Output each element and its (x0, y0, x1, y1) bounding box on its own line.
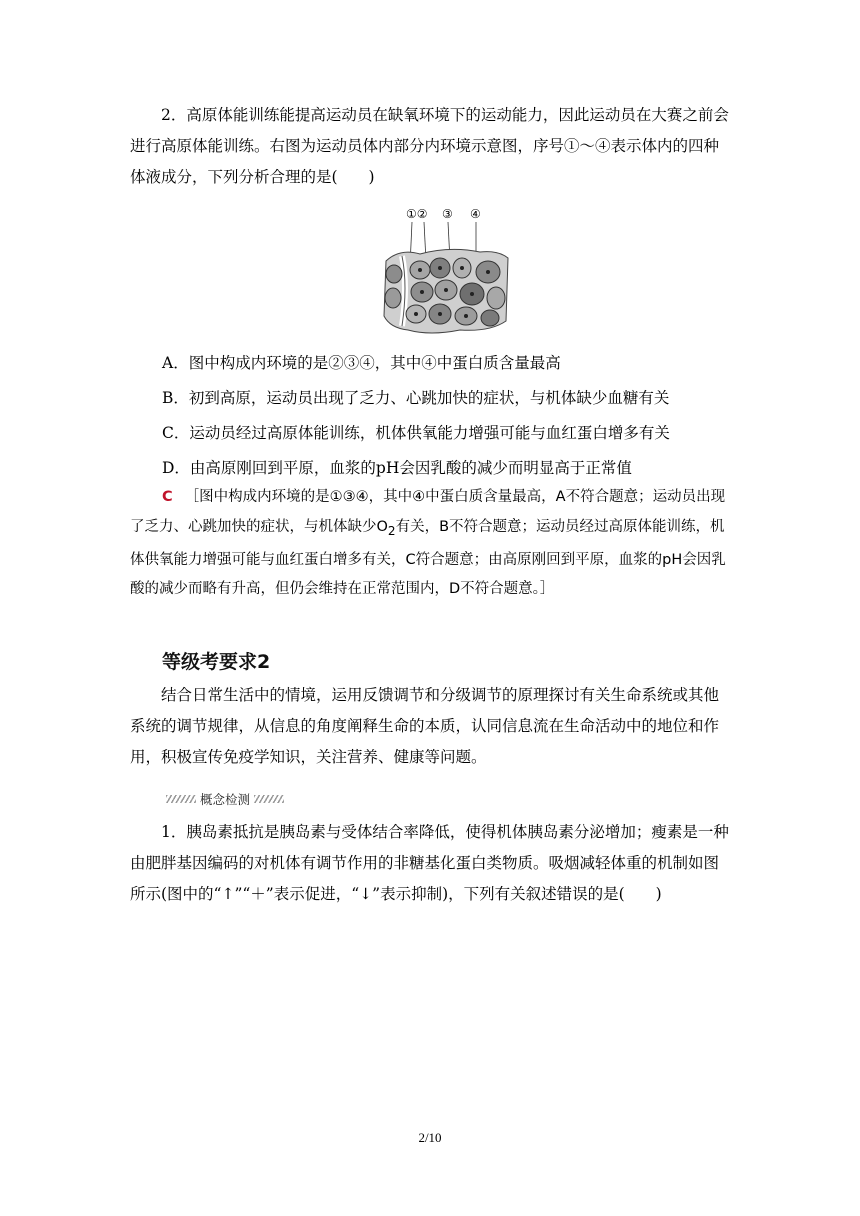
hatch-decoration-right (254, 795, 284, 803)
concept-check-tag (162, 790, 288, 808)
figure-label-3: ③ (442, 207, 453, 221)
question-2-options (162, 346, 742, 486)
question-2-stem: 2．高原体能训练能提高运动员在缺氧环境下的运动能力，因此运动员在大赛之前会进行高原体能训练。右图为运动员体内部分内环境示意图，序号①～④表示体内的四种体液成分，下列分析合理的是( ) (130, 106, 729, 186)
question-1-stem: 1．胰岛素抵抗是胰岛素与受体结合率降低，使得机体胰岛素分泌增加；瘦素是一种由肥胖基因编码的对机体有调节作用的非糖基化蛋白类物质。吸烟减轻体重的机制如图所示(图中的“↑”“＋”表示促进，“↓”表示抑制)，下列有关叙述错误的是( ) (130, 823, 729, 903)
option-a: A．图中构成内环境的是②③④，其中④中蛋白质含量最高 (162, 354, 561, 372)
answer-text-part2: 有关，B不符合题意；运动员经过高原体能训练，机体供氧能力增强可能与血红蛋白增多有关，C符合题意；由高原刚回到平原，血浆的pH会因乳酸的减少而略有升高，但仍会维持在正常范围内，D不符合题意。］ (130, 518, 726, 598)
concept-check-label: 概念检测 (200, 792, 251, 807)
option-b: B．初到高原，运动员出现了乏力、心跳加快的症状，与机体缺少血糖有关 (162, 389, 670, 407)
page-number: 2/10 (418, 1130, 442, 1145)
answer-letter: C (162, 489, 173, 505)
option-d: D．由高原刚回到平原，血浆的pH会因乳酸的减少而明显高于正常值 (162, 459, 632, 477)
figure-label-1-2: ①② (406, 207, 428, 221)
figure-label-4: ④ (470, 207, 481, 221)
section-heading: 等级考要求2 (162, 651, 271, 673)
internal-environment-diagram (380, 206, 510, 336)
answer-explanation (130, 483, 730, 605)
section-body: 结合日常生活中的情境，运用反馈调节和分级调节的原理探讨有关生命系统或其他系统的调节规律，从信息的角度阐释生命的本质，认同信息流在生命活动中的地位和作用，积极宣传免疫学知识，关注营养、健康等问题。 (130, 686, 720, 766)
hatch-decoration-left (166, 795, 196, 803)
answer-text-part1: ［图中构成内环境的是①③④，其中④中蛋白质含量最高，A不符合题意；运动员出现了乏力、心跳加快的症状，与机体缺少O (130, 489, 726, 535)
answer-subscript: 2 (387, 523, 396, 538)
option-c: C．运动员经过高原体能训练，机体供氧能力增强可能与血红蛋白增多有关 (162, 424, 670, 442)
tissue-cells-illustration (380, 206, 510, 336)
